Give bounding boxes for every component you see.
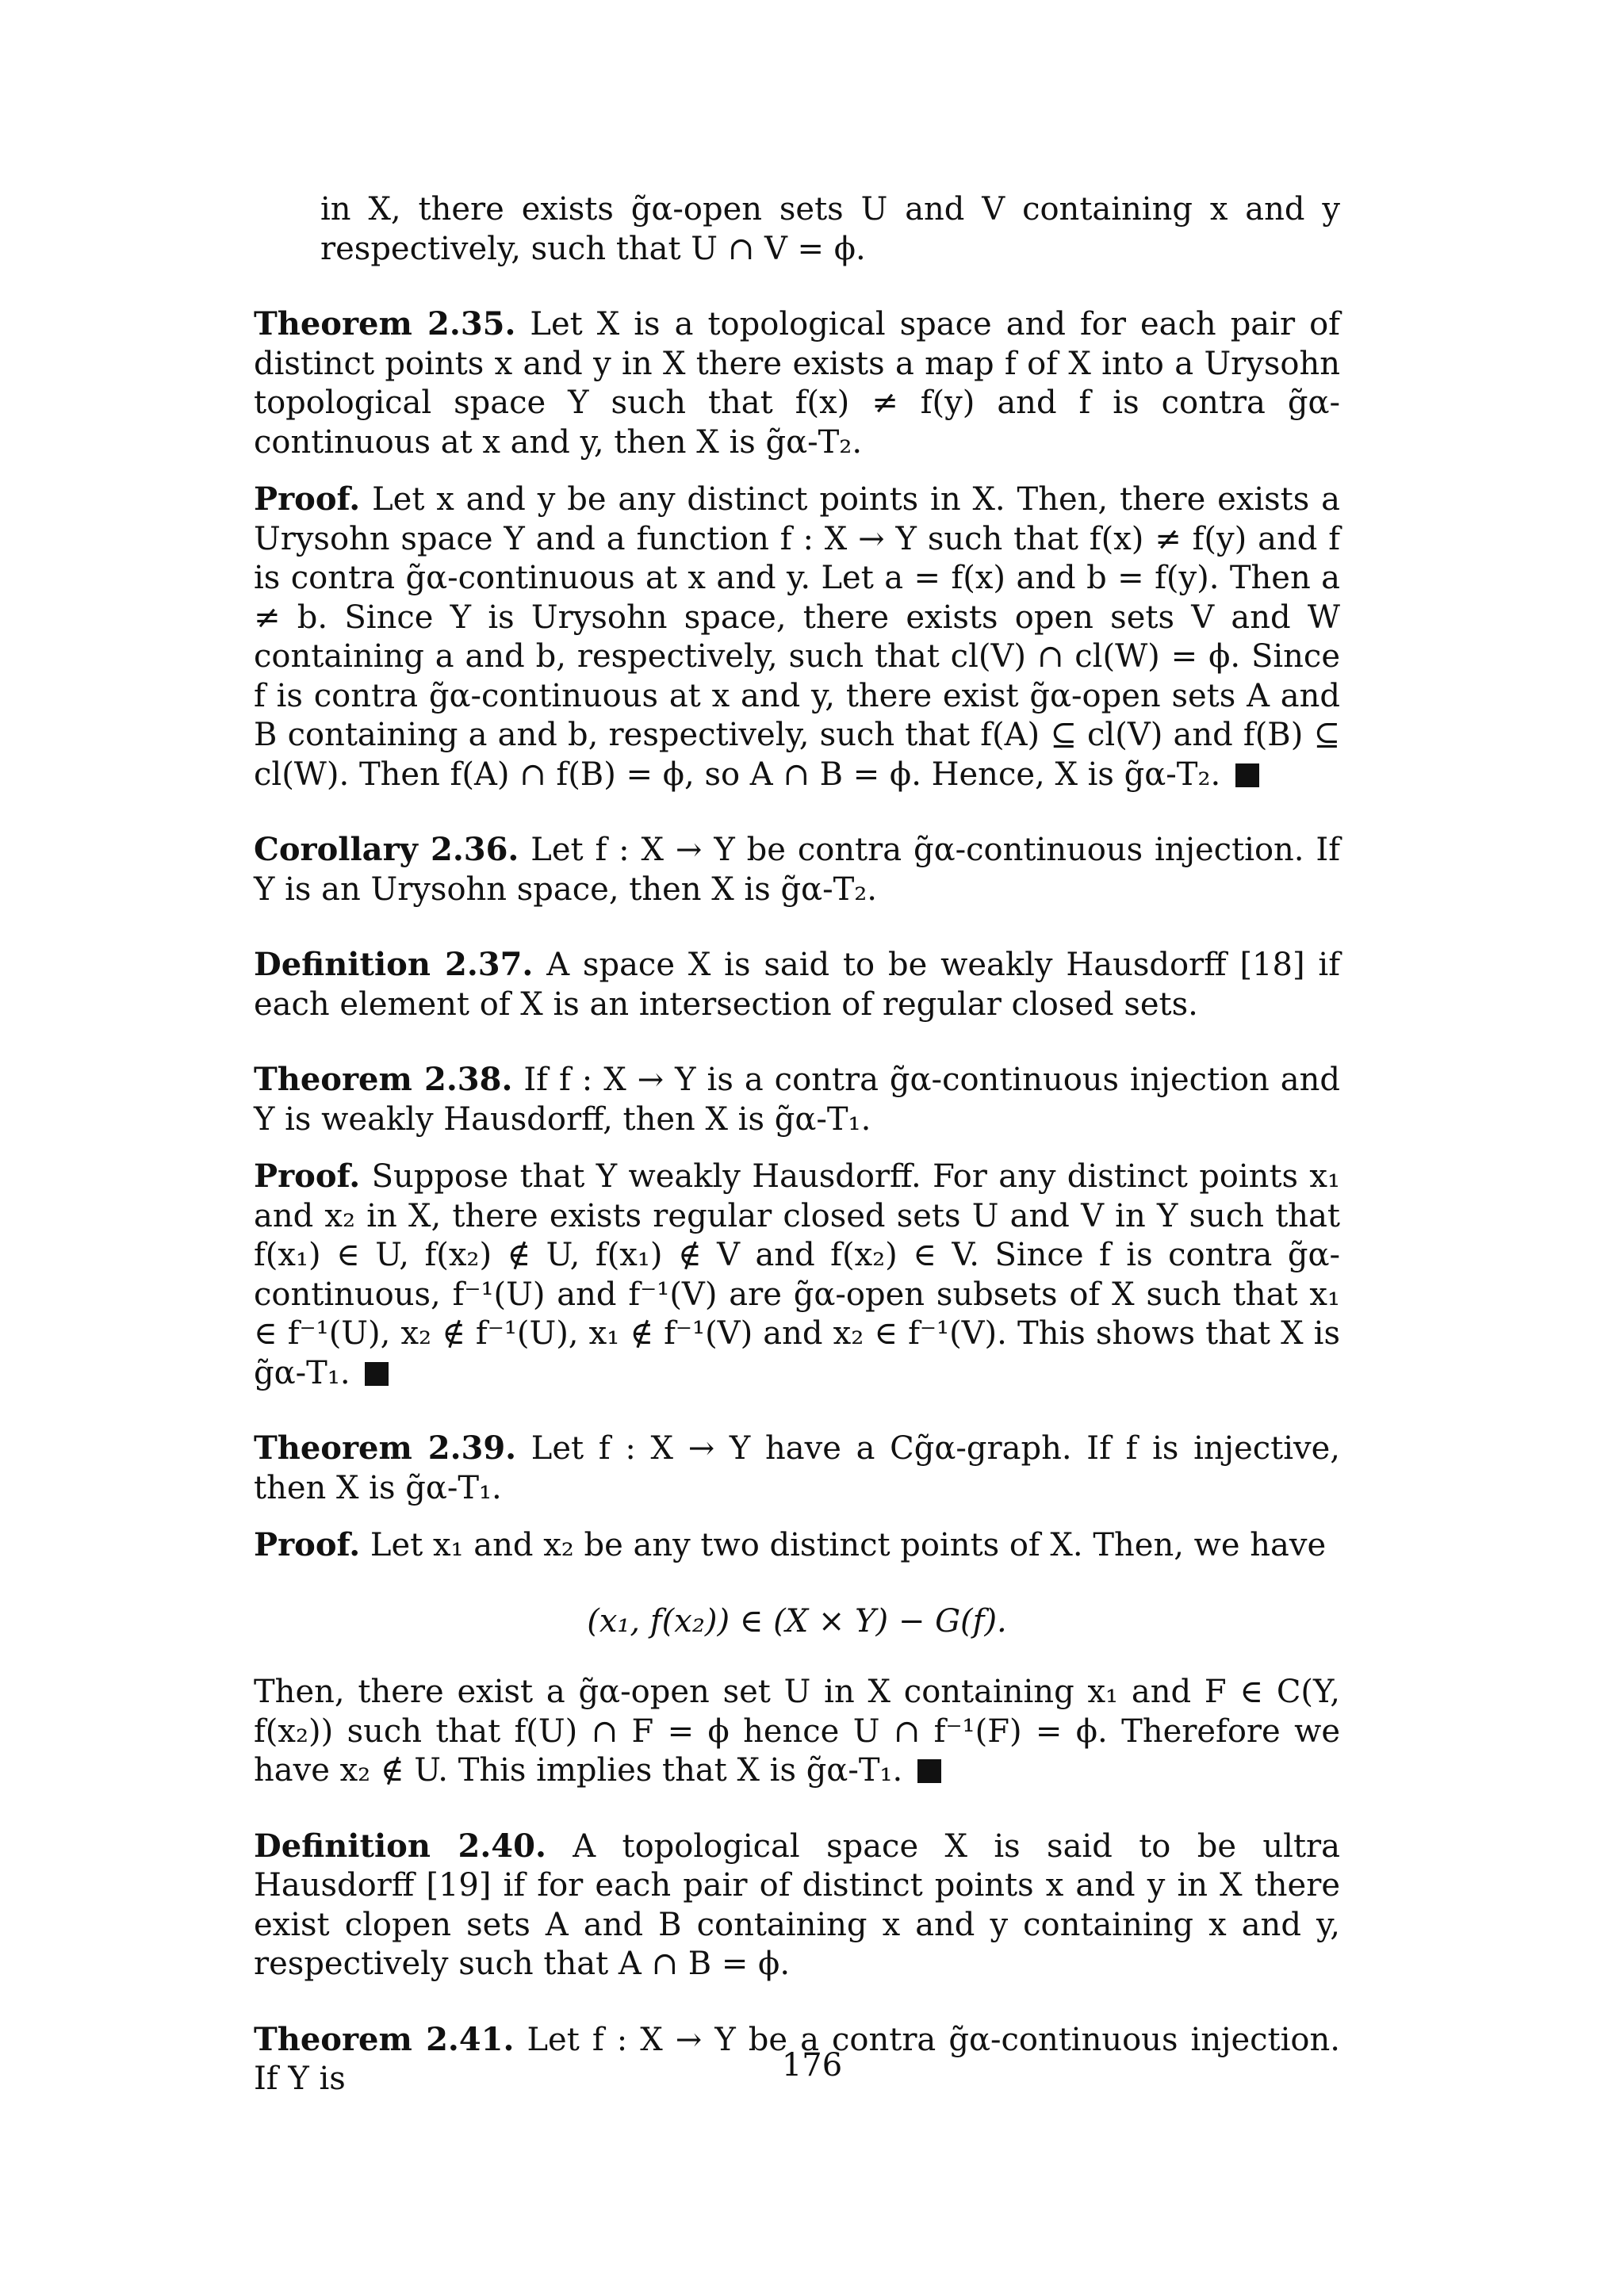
proof-2-39-continued xyxy=(254,1673,1340,1791)
continued-item-text: in X, there exists g̃α-open sets U and V containing x and y respectively, such that U ∩ V = ϕ. xyxy=(320,191,1340,267)
display-equation: (x₁, f(x₂)) ∈ (X × Y) − G(f). xyxy=(587,1602,1007,1640)
page-body xyxy=(254,190,1340,2099)
definition-2-40-heading: Definition 2.40. xyxy=(254,1827,546,1865)
theorem-2-41-text: Let f : X → Y be a contra g̃α-continuous injection. If Y is xyxy=(254,2021,1340,2097)
theorem-2-38-heading: Theorem 2.38. xyxy=(254,1061,513,1098)
definition-2-37-text: A space X is said to be weakly Hausdorff [18] if each element of X is an intersection of regular closed sets. xyxy=(254,947,1340,1023)
definition-2-37 xyxy=(254,945,1340,1024)
theorem-2-39 xyxy=(254,1429,1340,1508)
qed-square-icon xyxy=(917,1759,941,1783)
proof-2-35 xyxy=(254,480,1340,794)
proof-2-35-heading: Proof. xyxy=(254,480,361,518)
proof-2-38 xyxy=(254,1157,1340,1393)
theorem-2-41-heading: Theorem 2.41. xyxy=(254,2020,515,2058)
definition-2-40 xyxy=(254,1827,1340,1984)
theorem-2-39-text: Let f : X → Y have a Cg̃α-graph. If f is injective, then X is g̃α-T₁. xyxy=(254,1430,1340,1506)
definition-2-37-heading: Definition 2.37. xyxy=(254,946,534,983)
qed-square-icon xyxy=(365,1362,389,1386)
theorem-2-35-text: Let X is a topological space and for each pair of distinct points x and y in X there exists a map f of X into a Urysohn topological space Y such that f(x) ≠ f(y) and f is contra g̃α-continuous at x and y, then X is g̃α-T₂. xyxy=(254,306,1340,461)
theorem-2-38-text: If f : X → Y is a contra g̃α-continuous injection and Y is weakly Hausdorff, then X is g̃α-T₁. xyxy=(254,1062,1340,1138)
qed-square-icon xyxy=(1235,763,1259,787)
corollary-2-36-text: Let f : X → Y be contra g̃α-continuous injection. If Y is an Urysohn space, then X is g̃α-T₂. xyxy=(254,832,1340,908)
page-number: 176 xyxy=(781,2047,843,2084)
proof-2-39 xyxy=(254,1525,1340,1566)
corollary-2-36-heading: Corollary 2.36. xyxy=(254,831,519,868)
proof-2-35-text: Let x and y be any distinct points in X. Then, there exists a Urysohn space Y and a function f : X → Y such that f(x) ≠ f(y) and f is contra g̃α-continuous at x and y. Let a = f(x) and b = f(y). Then a ≠ b. Since Y is Urysohn space, there exists open sets V and W containing a and b, respectively, such that cl(V) ∩ cl(W) = ϕ. Since f is contra g̃α-continuous at x and y, there exist g̃α-open sets A and B containing a and b, respectively, such that f(A) ⊆ cl(V) and f(B) ⊆ cl(W). Then f(A) ∩ f(B) = ϕ, so A ∩ B = ϕ. Hence, X is g̃α-T₂. xyxy=(254,481,1340,793)
continued-item xyxy=(320,190,1340,269)
proof-2-38-text: Suppose that Y weakly Hausdorff. For any distinct points x₁ and x₂ in X, there exists regular closed sets U and V in Y such that f(x₁) ∈ U, f(x₂) ∉ U, f(x₁) ∉ V and f(x₂) ∈ V. Since f is contra g̃α-continuous, f⁻¹(U) and f⁻¹(V) are g̃α-open subsets of X such that x₁ ∈ f⁻¹(U), x₂ ∉ f⁻¹(U), x₁ ∉ f⁻¹(V) and x₂ ∈ f⁻¹(V). This shows that X is g̃α-T₁. xyxy=(254,1158,1340,1391)
theorem-2-39-heading: Theorem 2.39. xyxy=(254,1429,517,1467)
proof-2-39-continued-text: Then, there exist a g̃α-open set U in X containing x₁ and F ∈ C(Y, f(x₂)) such that f(U) ∩ F = ϕ hence U ∩ f⁻¹(F) = ϕ. Therefore we have x₂ ∉ U. This implies that X is g̃α-T₁. xyxy=(254,1674,1340,1789)
theorem-2-35 xyxy=(254,304,1340,462)
corollary-2-36 xyxy=(254,830,1340,909)
proof-2-38-heading: Proof. xyxy=(254,1158,361,1195)
proof-2-39-text: Let x₁ and x₂ be any two distinct points of X. Then, we have xyxy=(360,1527,1327,1563)
definition-2-40-text: A topological space X is said to be ultra Hausdorff [19] if for each pair of distinct points x and y in X there exist clopen sets A and B containing x and y containing x and y, respectively such that A ∩ B = ϕ. xyxy=(254,1827,1341,1982)
theorem-2-35-heading: Theorem 2.35. xyxy=(254,305,516,342)
proof-2-39-heading: Proof. xyxy=(254,1526,361,1563)
theorem-2-38 xyxy=(254,1060,1340,1139)
